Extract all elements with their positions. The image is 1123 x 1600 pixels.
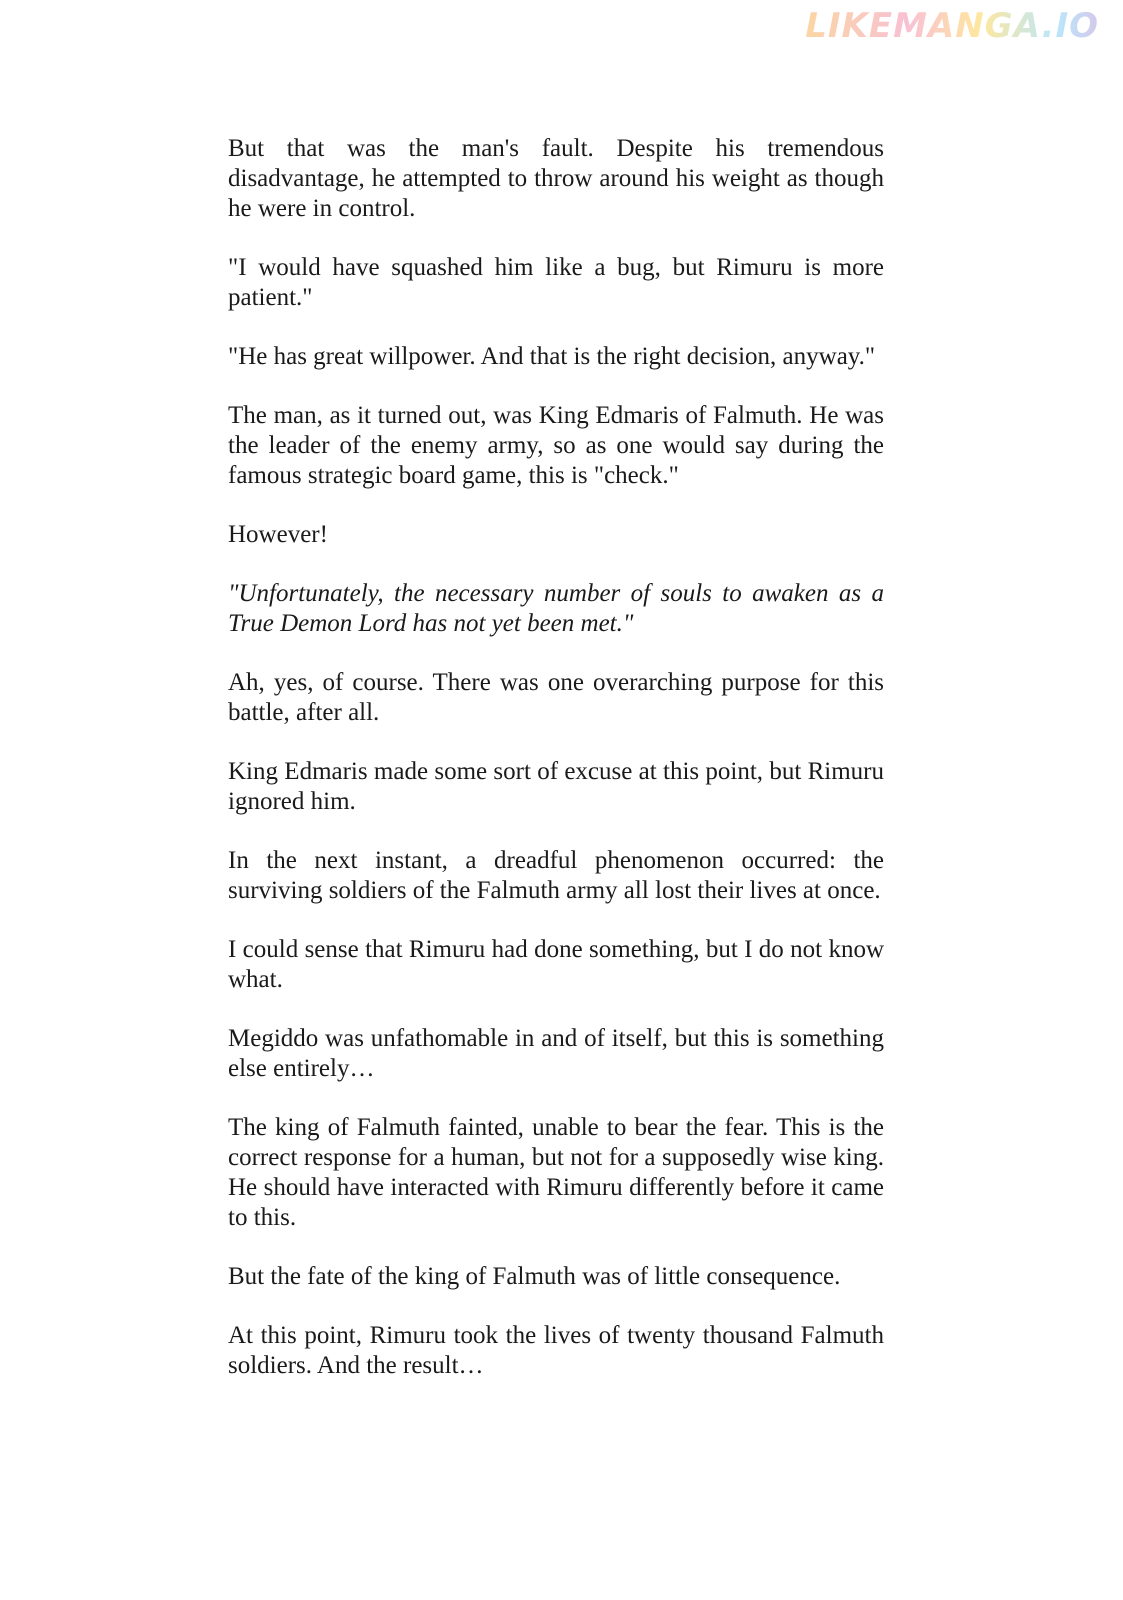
paragraph: At this point, Rimuru took the lives of twenty thousand Falmuth soldiers. And the result… (228, 1322, 884, 1379)
paragraph: I could sense that Rimuru had done something, but I do not know what. (228, 936, 884, 993)
paragraph: King Edmaris made some sort of excuse at this point, but Rimuru ignored him. (228, 758, 884, 815)
site-watermark: LIKEMANGA.IO (805, 6, 1099, 46)
paragraph: But the fate of the king of Falmuth was of little consequence. (228, 1263, 841, 1290)
paragraph: Ah, yes, of course. There was one overarching purpose for this battle, after all. (228, 669, 884, 726)
paragraph: But that was the man's fault. Despite his tremendous disadvantage, he attempted to throw around his weight as though he were in control. (228, 135, 884, 222)
paragraph: The king of Falmuth fainted, unable to bear the fear. This is the correct response for a human, but not for a supposedly wise king. He should have interacted with Rimuru differently before it came to this. (228, 1114, 884, 1231)
paragraph: In the next instant, a dreadful phenomenon occurred: the surviving soldiers of the Falmuth army all lost their lives at once. (228, 847, 884, 904)
paragraph: Megiddo was unfathomable in and of itself, but this is something else entirely… (228, 1025, 884, 1082)
paragraph: "I would have squashed him like a bug, but Rimuru is more patient." (228, 254, 884, 311)
paragraph: The man, as it turned out, was King Edmaris of Falmuth. He was the leader of the enemy army, so as one would say during the famous strategic board game, this is "check." (228, 402, 884, 489)
paragraph-italic: "Unfortunately, the necessary number of souls to awaken as a True Demon Lord has not yet been met." (228, 580, 884, 637)
paragraph: "He has great willpower. And that is the right decision, anyway." (228, 343, 876, 370)
page-text (228, 134, 884, 1410)
paragraph: However! (228, 521, 328, 548)
